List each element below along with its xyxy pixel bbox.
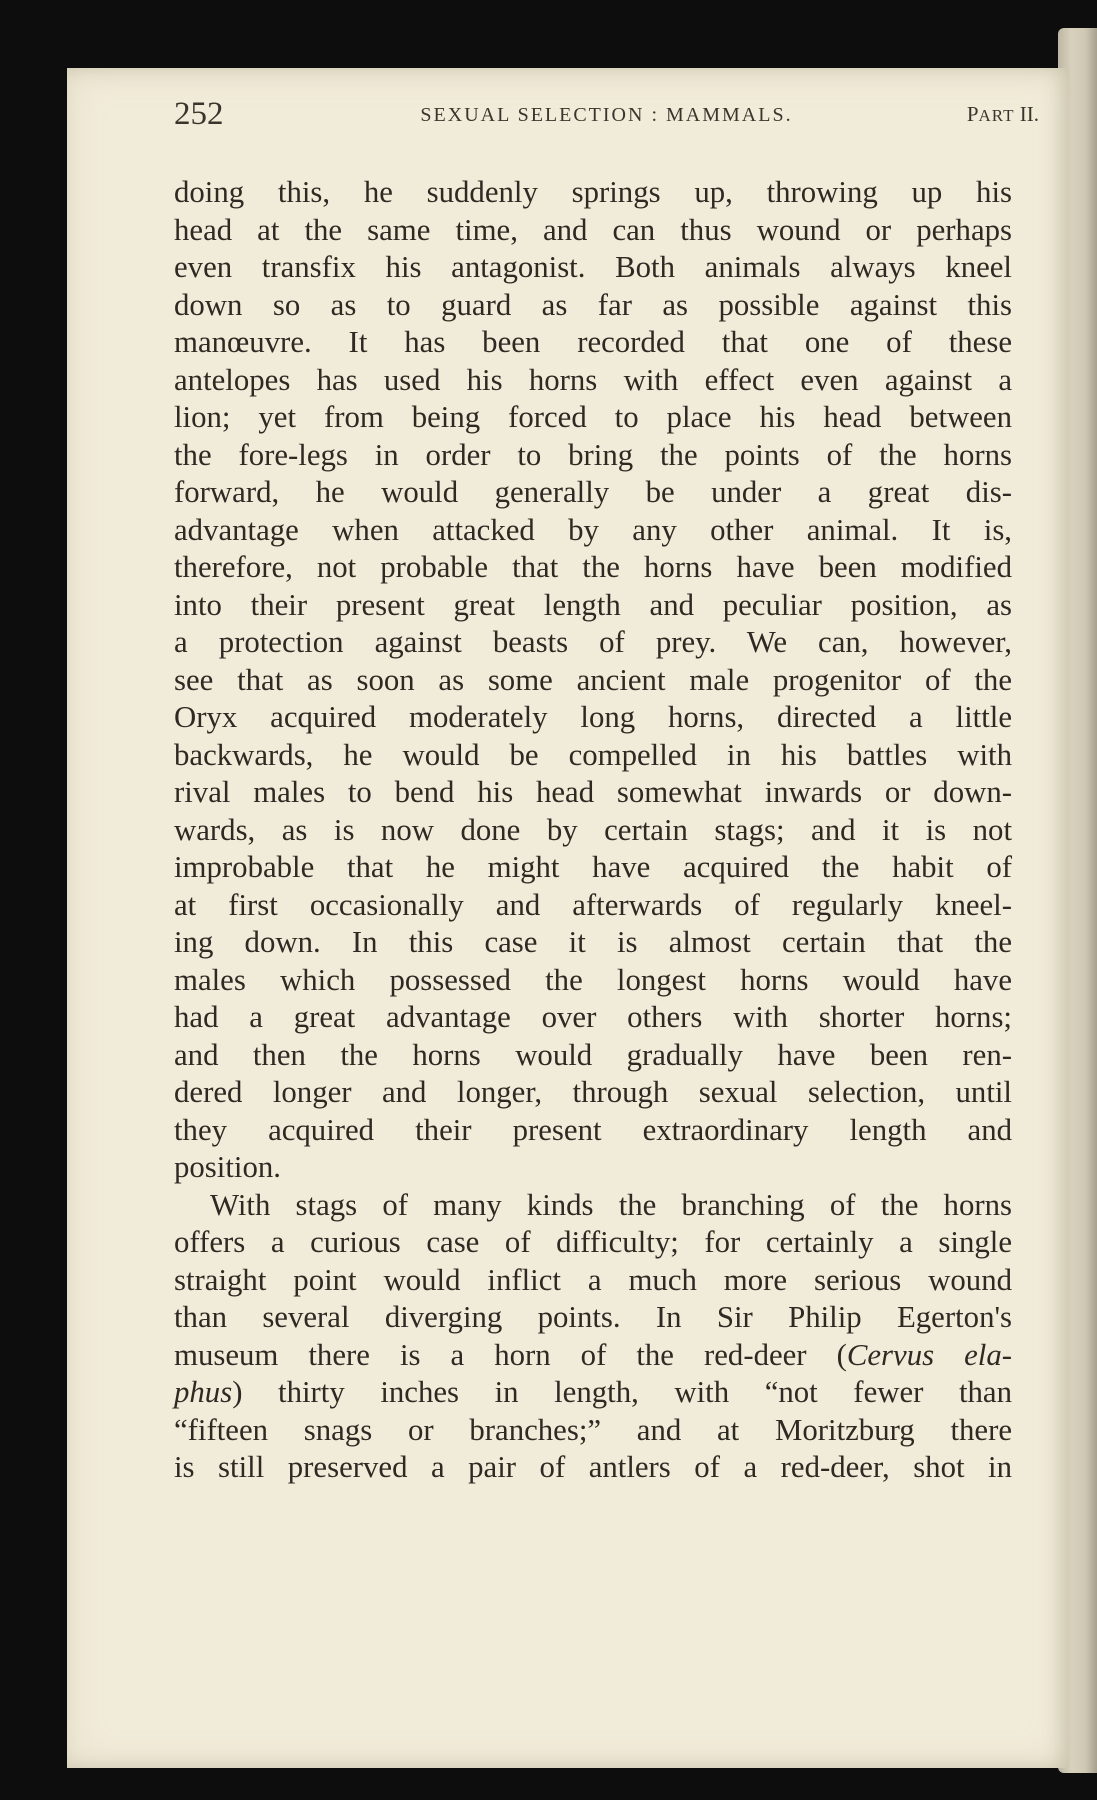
text-line: backwards, he would be compelled in his battles with [174, 737, 1012, 772]
text-line: and then the horns would gradually have been ren- [174, 1037, 1012, 1072]
text-line: wards, as is now done by certain stags; and it is not [174, 812, 1012, 847]
page-number: 252 [174, 96, 224, 132]
species-name-italic: phus [174, 1375, 233, 1409]
text-line: “fifteen snags or branches;” and at Moritzburg there [174, 1412, 1012, 1447]
text-line: than several diverging points. In Sir Philip Egerton's [174, 1300, 1012, 1334]
text-line: phus) thirty inches in length, with “not fewer than [174, 1375, 1012, 1409]
text-line: the fore-legs in order to bring the points of the horns [174, 437, 1012, 472]
text-line: see that as soon as some ancient male progenitor of the [174, 662, 1012, 697]
text-line: rival males to bend his head somewhat inwards or down- [174, 775, 1012, 809]
text-line: down so as to guard as far as possible against this [174, 287, 1012, 322]
text-line: doing this, he suddenly springs up, throwing up his [174, 175, 1012, 209]
text-line: straight point would inflict a much more serious wound [174, 1262, 1012, 1297]
text-line: therefore, not probable that the horns have been modified [174, 550, 1012, 584]
text-line: museum there is a horn of the red-deer (Cervus ela- [174, 1337, 1012, 1372]
text-line: they acquired their present extraordinary length and [174, 1112, 1012, 1147]
text-line: improbable that he might have acquired the habit of [174, 850, 1012, 884]
body-text [174, 174, 1012, 1487]
text-line: offers a curious case of difficulty; for certainly a single [174, 1225, 1012, 1259]
text-line: manœuvre. It has been recorded that one of these [174, 325, 1012, 359]
text-line: Oryx acquired moderately long horns, directed a little [174, 700, 1012, 734]
text-line: ing down. In this case it is almost certain that the [174, 925, 1012, 959]
text-line: had a great advantage over others with shorter horns; [174, 1000, 1012, 1034]
text-line: lion; yet from being forced to place his head between [174, 400, 1012, 434]
text-line: even transfix his antagonist. Both animals always kneel [174, 250, 1012, 284]
paragraph-start-line: With stags of many kinds the branching of the horns [210, 1187, 1012, 1222]
paragraph-end-line: position. [174, 1150, 281, 1184]
text-line: into their present great length and peculiar position, as [174, 587, 1012, 622]
part-label: PART II. [966, 102, 1039, 126]
running-header [174, 96, 1039, 144]
text-line: a protection against beasts of prey. We can, however, [174, 625, 1012, 659]
text-line: males which possessed the longest horns would have [174, 962, 1012, 997]
text-line: dered longer and longer, through sexual selection, until [174, 1075, 1012, 1109]
text-line: at first occasionally and afterwards of regularly kneel- [174, 887, 1012, 922]
running-title: SEXUAL SELECTION : MAMMALS. [420, 104, 793, 126]
text-line: advantage when attacked by any other animal. It is, [174, 512, 1012, 547]
text-line: head at the same time, and can thus wound or perhaps [174, 212, 1012, 247]
text-line: antelopes has used his horns with effect even against a [174, 362, 1012, 397]
text-line: is still preserved a pair of antlers of a red-deer, shot in [174, 1450, 1012, 1484]
species-name-italic: Cervus ela- [846, 1337, 1012, 1372]
text-line: forward, he would generally be under a great dis- [174, 475, 1012, 509]
